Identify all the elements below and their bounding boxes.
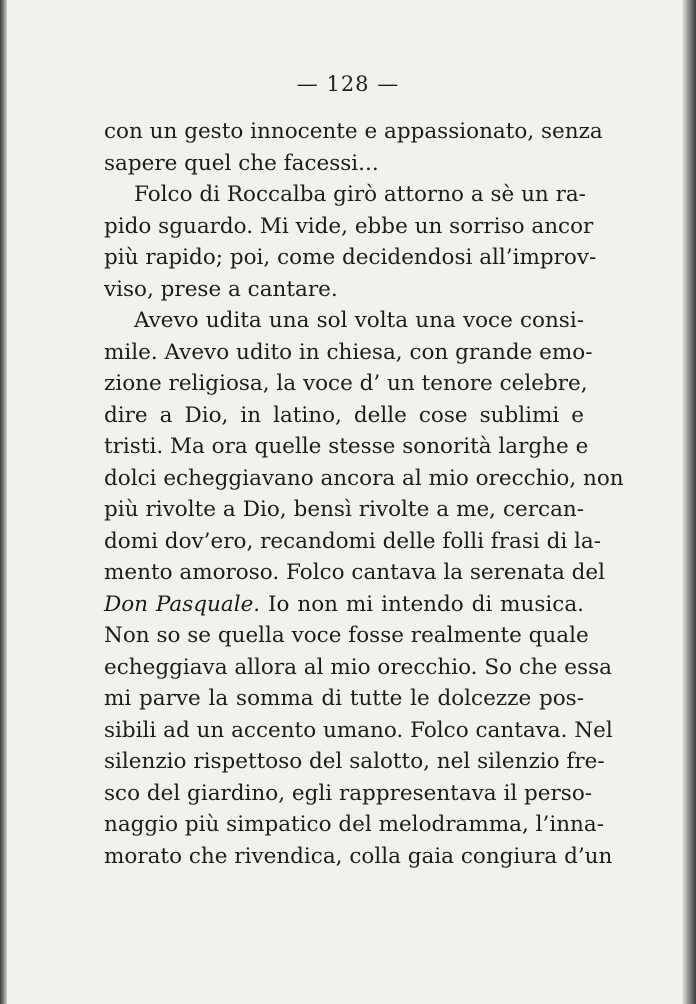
text-line: echeggiava allora al mio orecchio. So che essa <box>104 654 612 680</box>
text-line: più rivolte a Dio, bensì rivolte a me, cercan- <box>104 497 584 522</box>
text-line: viso, prese a cantare. <box>104 276 338 302</box>
text-line: sibili ad un accento umano. Folco cantava. Nel <box>104 717 613 743</box>
text-line: naggio più simpatico del melodramma, l’inna- <box>104 812 604 837</box>
text-line: Avevo udita una sol volta una voce consi- <box>134 308 584 333</box>
text-line: con un gesto innocente e appassionato, senza <box>104 119 603 144</box>
text-line: morato che rivendica, colla gaia congiura d’un <box>104 843 613 869</box>
body-text <box>104 116 624 872</box>
text-line: zione religiosa, la voce d’ un tenore celebre, <box>104 371 588 396</box>
page-binding-right-edge <box>682 0 696 1004</box>
text-line: silenzio rispettoso del salotto, nel silenzio fre- <box>104 749 605 774</box>
text-line: mile. Avevo udito in chiesa, con grande emo- <box>104 339 593 365</box>
text-line: Non so se quella voce fosse realmente quale <box>104 623 589 648</box>
text-line: pido sguardo. Mi vide, ebbe un sorriso ancor <box>104 213 594 239</box>
text-line: mento amoroso. Folco cantava la serenata del <box>104 560 605 585</box>
text-line: più rapido; poi, come decidendosi all’improv- <box>104 245 597 270</box>
text-line: sco del giardino, egli rappresentava il perso- <box>104 780 593 806</box>
text-line-with-title <box>104 589 584 621</box>
text-line: dolci echeggiavano ancora al mio orecchio, non <box>104 465 624 491</box>
page-number: — 128 — <box>296 72 400 96</box>
text-line: domi dov’ero, recandomi delle folli frasi di la- <box>104 528 602 554</box>
text-line: sapere quel che facessi... <box>104 150 379 176</box>
text-line: mi parve la somma di tutte le dolcezze pos- <box>104 686 584 711</box>
text-line: tristi. Ma ora quelle stesse sonorità larghe e <box>104 434 589 459</box>
text-line: dire a Dio, in latino, delle cose sublimi e <box>104 402 584 428</box>
page-binding-left-edge <box>0 0 7 1004</box>
text-line-rest: Io non mi intendo di musica. <box>268 591 584 617</box>
opera-title: Don Pasquale. <box>104 591 261 617</box>
text-line: Folco di Roccalba girò attorno a sè un ra- <box>134 182 586 207</box>
